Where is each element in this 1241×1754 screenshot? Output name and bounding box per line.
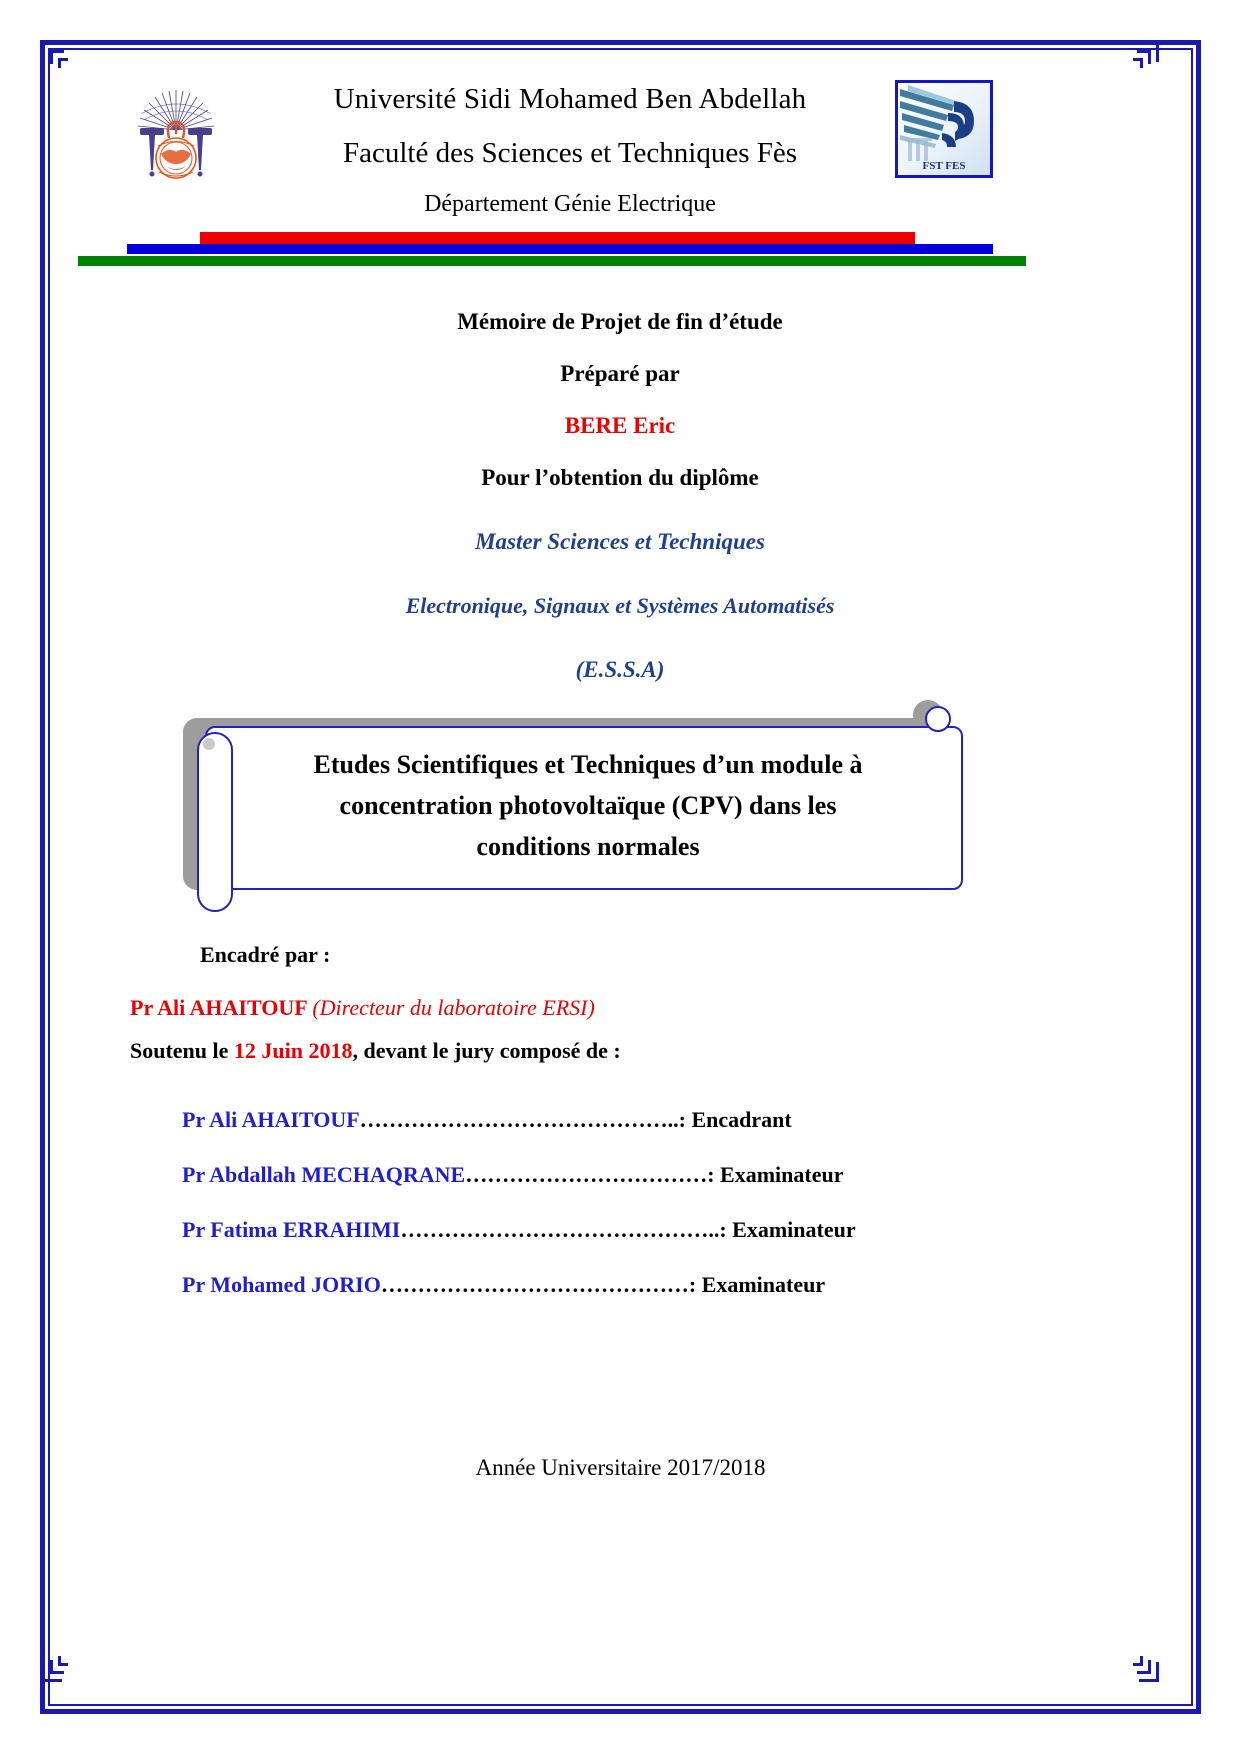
intro-diploma-label: Pour l’obtention du diplôme [481,465,759,490]
defense-line [130,1038,621,1064]
scroll-curl-left-icon [197,732,233,912]
decor-bar-blue [127,244,993,254]
jury-dot-leader: …………………………………… [380,1272,689,1297]
supervisor-line [130,995,595,1021]
spacer [120,632,1120,644]
header-department-name: Département Génie Electrique [424,191,716,217]
corner-ornament-top-left [42,42,72,72]
decor-bar-green [78,256,1026,266]
jury-member-role: : Examinateur [688,1272,826,1297]
intro-memoire-line: Mémoire de Projet de fin d’étude [457,309,783,334]
intro-degree-acronym: (E.S.S.A) [575,657,665,682]
supervisor-name: Pr Ali AHAITOUF [130,995,313,1020]
jury-member-name: Pr Fatima ERRAHIMI [182,1217,401,1242]
corner-ornament-top-right [1129,42,1159,72]
header-institution-block [250,72,890,228]
thesis-intro-block [120,296,1120,760]
page-header [80,72,1160,232]
header-faculty-name: Faculté des Sciences et Techniques Fès [342,137,798,169]
defense-prefix: Soutenu le [130,1038,234,1063]
scroll-curl-right-icon [925,706,951,732]
jury-member-role: : Encadrant [678,1107,792,1132]
jury-member-name: Pr Mohamed JORIO [182,1272,381,1297]
thesis-title-line-1: Etudes Scientifiques et Techniques d’un module à [313,750,863,779]
defense-date: 12 Juin 2018 [233,1038,353,1063]
fst-fes-logo-icon [895,80,993,178]
intro-degree-master: Master Sciences et Techniques [475,529,765,554]
jury-dot-leader: …………………………………….. [359,1107,679,1132]
intro-prepared-by-label: Préparé par [560,361,680,386]
jury-member-role: : Examinateur [707,1162,844,1187]
jury-member-row [182,1257,942,1312]
jury-dot-leader: …………………………………….. [400,1217,720,1242]
jury-member-row [182,1147,942,1202]
intro-author-name: BERE Eric [564,413,676,438]
defense-suffix: , devant le jury composé de : [352,1038,621,1063]
jury-member-role: : Examinateur [719,1217,856,1242]
svg-text:FST FES: FST FES [922,160,966,172]
jury-member-name: Pr Abdallah MECHAQRANE [182,1162,466,1187]
spacer [120,568,1120,580]
thesis-title-line-2: concentration photovoltaïque (CPV) dans les [339,791,837,820]
jury-member-row [182,1202,942,1257]
corner-ornament-bottom-right [1129,1652,1159,1682]
jury-list [182,1092,942,1312]
supervisor-role: (Directeur du laboratoire ERSI) [312,995,595,1020]
jury-member-name: Pr Ali AHAITOUF [182,1107,360,1132]
supervision-label: Encadré par : [200,942,331,967]
thesis-title-text [243,744,933,867]
thesis-title-scroll [183,700,973,915]
jury-member-row [182,1092,942,1147]
corner-ornament-bottom-left [42,1652,72,1682]
spacer [120,504,1120,516]
usmba-university-crest-icon [128,84,224,188]
header-university-name: Université Sidi Mohamed Ben Abdellah [333,83,807,115]
jury-dot-leader: …………………………… [465,1162,708,1187]
academic-year-footer: Année Universitaire 2017/2018 [475,1455,766,1480]
intro-degree-specialty: Electronique, Signaux et Systèmes Automatisés [405,593,835,618]
thesis-title-line-3: conditions normales [476,832,700,861]
